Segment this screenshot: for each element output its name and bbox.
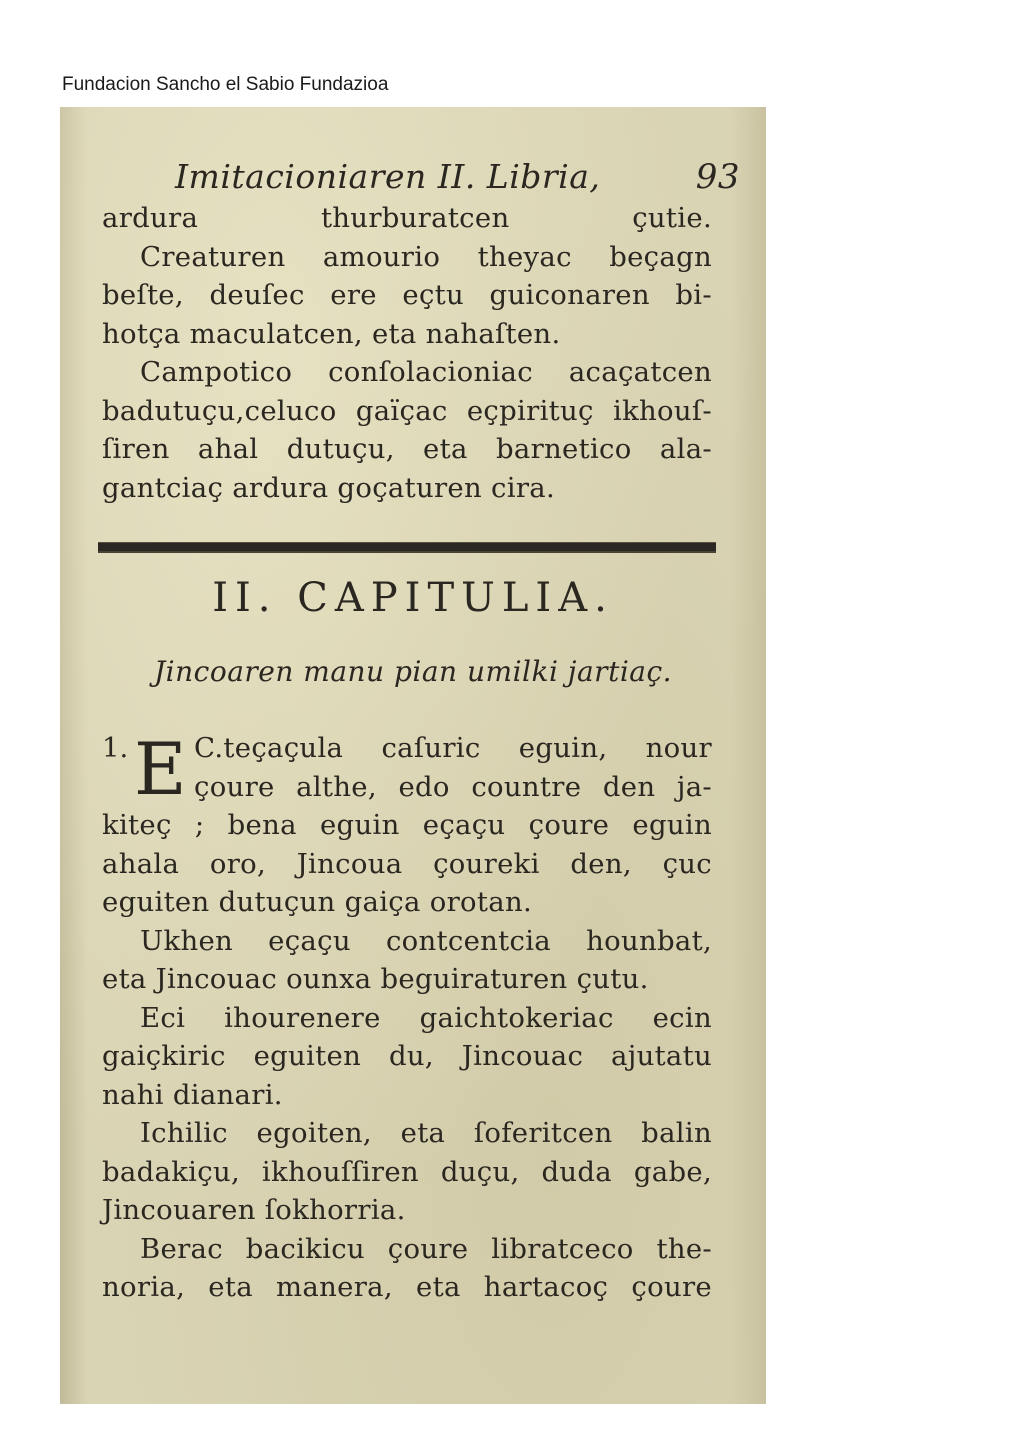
text-line: ahala oro, Jincoua çoureki den, çuc [102,847,712,880]
text-line: Berac bacikicu çoure libratceco the- [140,1232,712,1265]
divider-rule [98,542,716,553]
text-line: Ukhen eçaçu contcentcia hounbat, [140,924,712,957]
text-line: nahi dianari. [102,1078,283,1111]
page-number: 93 [695,157,740,197]
text-line: Ichilic egoiten, eta ſoferitcen balin [140,1117,712,1149]
text-line: Eci ihourenere gaichtokeriac ecin [140,1001,712,1034]
drop-cap: E [134,727,187,811]
paragraph-block-bottom [102,729,712,1307]
text-line: noria, eta manera, eta hartacoç çoure [102,1271,712,1303]
section-number: 1. [102,732,129,764]
text-line: gantciaç ardura goçaturen cira. [102,471,556,504]
text-line: Creaturen amourio theyac beçagn [140,240,712,273]
text-line: hotça maculatcen, eta nahaſten. [102,317,561,350]
text-line: badakiçu, ikhouſſiren duçu, duda gabe, [102,1155,712,1188]
text-line: çoure althe, edo countre den ja- [194,770,712,803]
chapter-subtitle: Jincoaren manu pian umilki jartiaç. [153,655,673,688]
text-line: C.teçaçula caſuric eguin, nour [194,732,712,764]
chapter-title: II. CAPITULIA. [212,575,614,621]
paragraph-block-top [102,199,712,507]
text-line: kiteç ; bena eguin eçaçu çoure eguin [102,809,712,841]
text-line: beſte, deuſec ere eçtu guiconaren bi- [102,279,712,311]
scanned-book-page [60,107,766,1404]
text-line: ardura thurburatcen çutie. [102,202,712,234]
text-line: eta Jincouac ounxa beguiraturen çutu. [102,963,649,995]
text-line: gaiçkiric eguiten du, Jincouac ajutatu [102,1040,712,1072]
text-line: ſiren ahal dutuçu, eta barnetico ala- [102,433,712,465]
text-line: Campotico conſolacioniac acaçatcen [140,356,712,388]
archive-header-label: Fundacion Sancho el Sabio Fundazioa [62,74,389,95]
text-line: badutuçu,celuco gaïçac eçpirituç ikhouſ- [102,394,712,427]
running-head [175,157,740,199]
text-line: eguiten dutuçun gaiça orotan. [102,886,532,918]
text-line: Jincouaren ſokhorria. [102,1194,406,1226]
running-title: Imitacioniaren II. Libria, [175,157,601,196]
